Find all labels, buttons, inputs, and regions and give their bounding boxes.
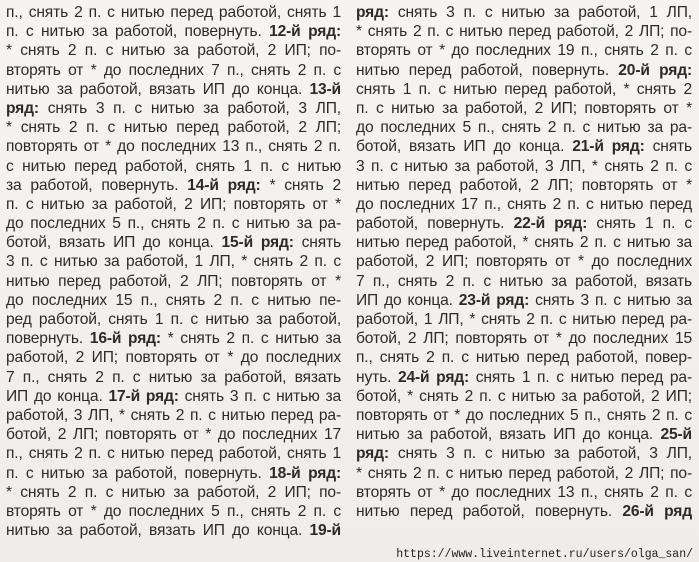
text-segment: п. с нитью за работой, повернуть.: [6, 464, 270, 482]
right-text-column: [356, 3, 692, 521]
text-line: [6, 118, 341, 137]
text-segment: до последних 5 п., снять 2 п. с нитью за ра-: [356, 119, 692, 137]
text-segment: ботой, вязать ИП до конца.: [356, 138, 573, 156]
text-line: [6, 99, 341, 118]
text-segment: снять 3 п. с нитью за работой, 3 ЛП,: [38, 99, 341, 117]
text-segment: повторять от * до последних 13 п., снять 2 п.: [6, 138, 341, 156]
text-segment: повернуть.: [6, 330, 90, 348]
text-line: [356, 464, 692, 483]
text-segment: до последних 17 п., снять 2 п. с нитью перед: [356, 195, 692, 213]
text-segment: снять: [644, 138, 693, 156]
text-line: [6, 137, 341, 156]
text-segment: ботой, вязать ИП до конца.: [6, 234, 222, 252]
text-segment: нитью перед работой, повернуть.: [356, 502, 623, 520]
text-line: [356, 310, 692, 329]
row-heading: 12-й ряд:: [269, 23, 341, 41]
text-segment: ботой, 2 ЛП; повторять от * до последних 17: [6, 426, 341, 444]
row-heading: 14-й ряд:: [187, 176, 261, 194]
text-segment: нитью за работой, вязать ИП до конца.: [356, 426, 661, 444]
text-segment: * снять 2 п. с нитью перед работой, 2 ЛП; по-: [356, 23, 692, 41]
text-segment: * снять 2 п. с нитью перед работой, 2 ЛП;: [6, 119, 341, 137]
text-segment: 7 п., снять 2 п. с нитью за работой, вязать: [6, 368, 341, 386]
row-heading: 22-й ряд:: [513, 215, 588, 233]
text-line: [6, 157, 341, 176]
text-line: [6, 464, 341, 483]
row-heading: 16-й ряд:: [89, 330, 161, 348]
text-segment: п. с нитью за работой, 2 ИП; повторять от *: [6, 195, 341, 213]
row-heading: 26-й ряд: [622, 502, 692, 520]
text-line: [356, 41, 692, 60]
row-heading: ряд:: [356, 445, 389, 463]
text-line: [356, 118, 692, 137]
source-url-watermark: https://www.liveinternet.ru/users/olga_san/: [396, 548, 693, 561]
text-segment: п., снять 2 п. с нитью перед работой, снять 1: [6, 4, 341, 21]
text-segment: снять: [293, 234, 341, 252]
text-segment: п. с нитью за работой, повернуть.: [6, 23, 270, 41]
text-segment: нитью перед работой, повернуть.: [356, 61, 619, 79]
text-line: [356, 137, 692, 156]
text-segment: с нитью перед работой, снять 1 п. с нитью: [6, 157, 341, 175]
text-segment: работой, 1 ЛП, * снять 2 п. с нитью перед ра-: [356, 311, 692, 328]
text-segment: за работой, повернуть.: [6, 176, 188, 194]
text-segment: повторять от * до последних 5 п., снять 2 п. с: [356, 406, 692, 424]
text-segment: нитью перед работой, 2 ЛП; повторять от *: [6, 272, 341, 290]
text-segment: нитью перед работой, 2 ЛП; повторять от *: [356, 176, 692, 194]
text-segment: вторять от * до последних 13 п., снять 2 п. с: [356, 483, 692, 501]
text-line: [356, 291, 692, 310]
text-line: [356, 444, 692, 463]
text-segment: до последних 5 п., снять 2 п. с нитью за ра-: [6, 215, 341, 233]
text-line: [356, 425, 692, 444]
text-segment: ботой, * снять 2 п. с нитью за работой, 2 ИП;: [356, 387, 692, 405]
text-segment: ИП до конца.: [356, 291, 459, 309]
text-segment: нуть.: [356, 368, 398, 386]
row-heading: 17-й ряд:: [108, 387, 179, 405]
text-segment: вторять от * до последних 19 п., снять 2 п. с: [356, 42, 692, 60]
text-line: [356, 483, 692, 502]
text-line: [6, 502, 341, 521]
text-line: [6, 483, 341, 502]
text-line: [356, 3, 692, 22]
text-segment: снять 3 п. с нитью за работой, 3 ЛП,: [388, 445, 692, 463]
text-segment: вторять от * до последних 7 п., снять 2 п. с: [6, 61, 341, 79]
text-line: [356, 214, 692, 233]
row-heading: 19-й: [309, 522, 341, 540]
text-line: [6, 195, 341, 214]
row-heading: 24-й ряд:: [397, 368, 470, 386]
text-line: [356, 157, 692, 176]
text-segment: нитью перед работой, * снять 2 п. с нитью за: [356, 234, 692, 252]
row-heading: ряд:: [356, 4, 389, 21]
text-segment: * снять 2 п. с нитью за работой, 2 ИП; по-: [6, 483, 341, 501]
row-heading: 13-й: [309, 80, 341, 98]
text-line: [6, 291, 341, 310]
text-line: [356, 80, 692, 99]
text-line: [6, 214, 341, 233]
text-line: [6, 368, 341, 387]
text-line: [356, 368, 692, 387]
text-line: [6, 176, 341, 195]
text-line: [356, 406, 692, 425]
text-line: [6, 61, 341, 80]
text-line: [356, 61, 692, 80]
text-line: [6, 425, 341, 444]
text-line: [6, 80, 341, 99]
text-line: [356, 176, 692, 195]
text-line: [356, 272, 692, 291]
row-heading: 15-й ряд:: [221, 234, 294, 252]
text-segment: снять 1 п. с: [587, 215, 692, 233]
row-heading: ряд:: [6, 99, 39, 117]
text-line: [6, 329, 341, 348]
text-segment: работой, 2 ИП; повторять от * до последних: [6, 349, 341, 367]
text-segment: 3 п. с нитью за работой, 3 ЛП, * снять 2 п. с: [356, 157, 692, 175]
text-segment: п., снять 2 п. с нитью перед работой, снять 1: [6, 445, 341, 463]
text-segment: 3 п. с нитью за работой, 1 ЛП, * снять 2 п. с: [6, 253, 341, 271]
text-segment: * снять 2 п. с нитью за: [160, 330, 341, 348]
text-segment: п. с нитью за работой, 2 ИП; повторять от *: [356, 99, 692, 117]
text-line: [356, 233, 692, 252]
text-line: [356, 387, 692, 406]
text-segment: снять 1 п. с нитью перед работой, * снять 2: [356, 80, 692, 98]
text-segment: работой, 2 ИП; повторять от * до последних: [356, 253, 692, 271]
text-segment: ИП до конца.: [6, 387, 109, 405]
text-segment: работой, 3 ЛП, * снять 2 п. с нитью перед ра-: [6, 406, 341, 424]
text-line: [6, 272, 341, 291]
text-line: [6, 406, 341, 425]
text-segment: работой, повернуть.: [356, 215, 514, 233]
text-line: [356, 99, 692, 118]
text-segment: нитью за работой, вязать ИП до конца.: [6, 80, 310, 98]
text-line: [6, 3, 341, 22]
text-segment: * снять 2 п. с нитью за работой, 2 ИП; по-: [6, 42, 341, 60]
text-segment: * снять 2: [260, 176, 341, 194]
text-line: [356, 252, 692, 271]
text-segment: снять 3 п. с нитью за работой, 1 ЛП,: [388, 4, 692, 21]
text-segment: ред работой, снять 1 п. с нитью за работой,: [6, 311, 341, 328]
text-line: [356, 195, 692, 214]
text-segment: снять 1 п. с нитью перед ра-: [469, 368, 692, 386]
text-segment: нитью за работой, вязать ИП до конца.: [6, 522, 310, 540]
text-line: [6, 233, 341, 252]
text-segment: вторять от * до последних 5 п., снять 2 п. с: [6, 502, 341, 520]
left-text-column: [6, 3, 341, 540]
text-segment: снять 3 п. с нитью за: [178, 387, 341, 405]
text-line: [356, 22, 692, 41]
row-heading: 23-й ряд:: [458, 291, 530, 309]
text-segment: * снять 2 п. с нитью перед работой, 2 ЛП; по-: [356, 464, 692, 482]
text-segment: п., снять 2 п. с нитью перед работой, повер-: [356, 349, 692, 367]
text-line: [6, 348, 341, 367]
text-segment: снять 3 п. с нитью за: [529, 291, 693, 309]
row-heading: 20-й ряд:: [618, 61, 692, 79]
text-line: [6, 41, 341, 60]
text-line: [6, 252, 341, 271]
text-line: [356, 348, 692, 367]
text-line: [356, 502, 692, 521]
text-line: [6, 444, 341, 463]
text-segment: 7 п., снять 2 п. с нитью за работой, вязать: [356, 272, 692, 290]
row-heading: 21-й ряд:: [572, 138, 645, 156]
text-segment: до последних 15 п., снять 2 п. с нитью пе-: [6, 291, 341, 309]
text-line: [6, 521, 341, 540]
text-line: [356, 329, 692, 348]
text-line: [6, 387, 341, 406]
row-heading: 18-й ряд:: [269, 464, 341, 482]
text-line: [6, 310, 341, 329]
text-line: [6, 22, 341, 41]
text-segment: ботой, 2 ЛП; повторять от * до последних 15: [356, 330, 692, 348]
row-heading: 25-й: [660, 426, 692, 444]
